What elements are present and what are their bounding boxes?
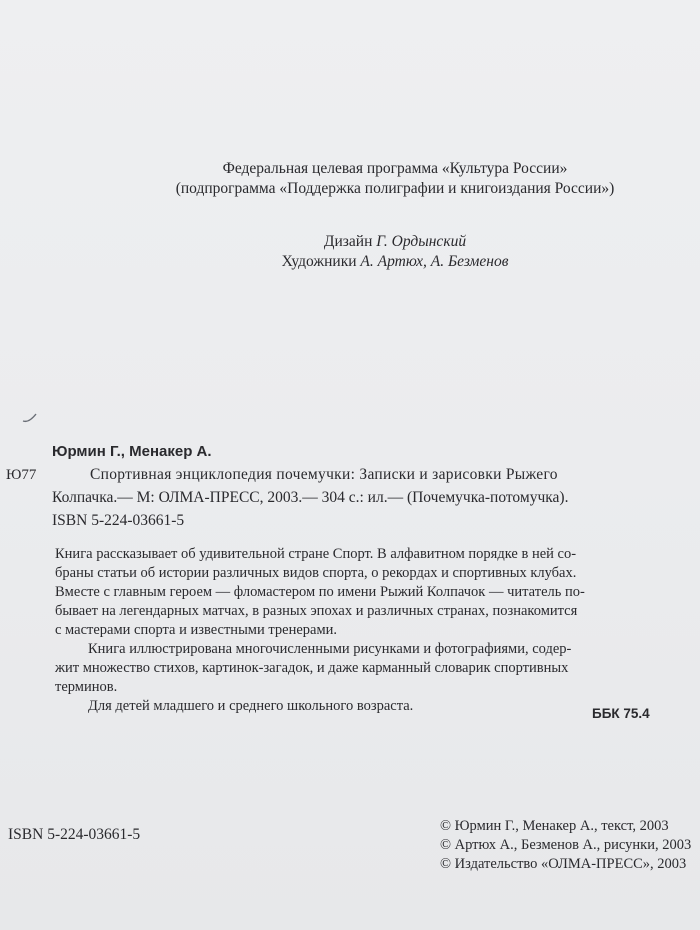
program-line-2: (подпрограмма «Поддержка полиграфии и книгоиздания России») bbox=[175, 180, 615, 197]
artists-names: А. Артюх, А. Безменов bbox=[360, 253, 509, 270]
annotation-line: жит множество стихов, картинок-загадок, и даже карманный словарик спортивных bbox=[55, 660, 569, 676]
pen-mark-icon bbox=[22, 412, 38, 424]
catalog-isbn: ISBN 5-224-03661-5 bbox=[52, 512, 185, 529]
catalog-desc-line-1: Спортивная энциклопедия почемучки: Записки и зарисовки Рыжего bbox=[90, 466, 558, 483]
design-label: Дизайн bbox=[323, 233, 377, 250]
annotation-line: Книга иллюстрирована многочисленными рисунками и фотографиями, содер- bbox=[88, 641, 572, 657]
design-credit bbox=[0, 233, 700, 251]
annotation-line: с мастерами спорта и известными тренерами. bbox=[55, 622, 338, 638]
design-name: Г. Ордынский bbox=[376, 233, 467, 250]
annotation-line: терминов. bbox=[55, 679, 118, 695]
program-line-1: Федеральная целевая программа «Культура России» bbox=[222, 160, 568, 177]
footer-isbn: ISBN 5-224-03661-5 bbox=[8, 826, 141, 843]
bbk-code: ББК 75.4 bbox=[592, 706, 650, 721]
copyright-line: © Издательство «ОЛМА-ПРЕСС», 2003 bbox=[440, 856, 687, 872]
annotation-line: Для детей младшего и среднего школьного возраста. bbox=[88, 698, 414, 714]
artists-label: Художники bbox=[281, 253, 361, 270]
artists-credit bbox=[0, 253, 700, 271]
catalog-authors: Юрмин Г., Менакер А. bbox=[52, 443, 212, 460]
copyright-line: © Артюх А., Безменов А., рисунки, 2003 bbox=[440, 837, 692, 853]
catalog-code: Ю77 bbox=[6, 467, 37, 483]
catalog-desc-line-2: Колпачка.— М: ОЛМА-ПРЕСС, 2003.— 304 с.: ил.— (Почемучка-потомучка). bbox=[52, 489, 569, 506]
annotation-line: бывает на легендарных матчах, в разных эпохах и различных странах, познакомится bbox=[55, 603, 578, 619]
annotation-line: Книга рассказывает об удивительной стране Спорт. В алфавитном порядке в ней со- bbox=[55, 546, 577, 562]
annotation-line: Вместе с главным героем — фломастером по имени Рыжий Колпачок — читатель по- bbox=[55, 584, 585, 600]
copyright-line: © Юрмин Г., Менакер А., текст, 2003 bbox=[440, 818, 669, 834]
annotation-line: браны статьи об истории различных видов спорта, о рекордах и спортивных клубах. bbox=[55, 565, 577, 581]
